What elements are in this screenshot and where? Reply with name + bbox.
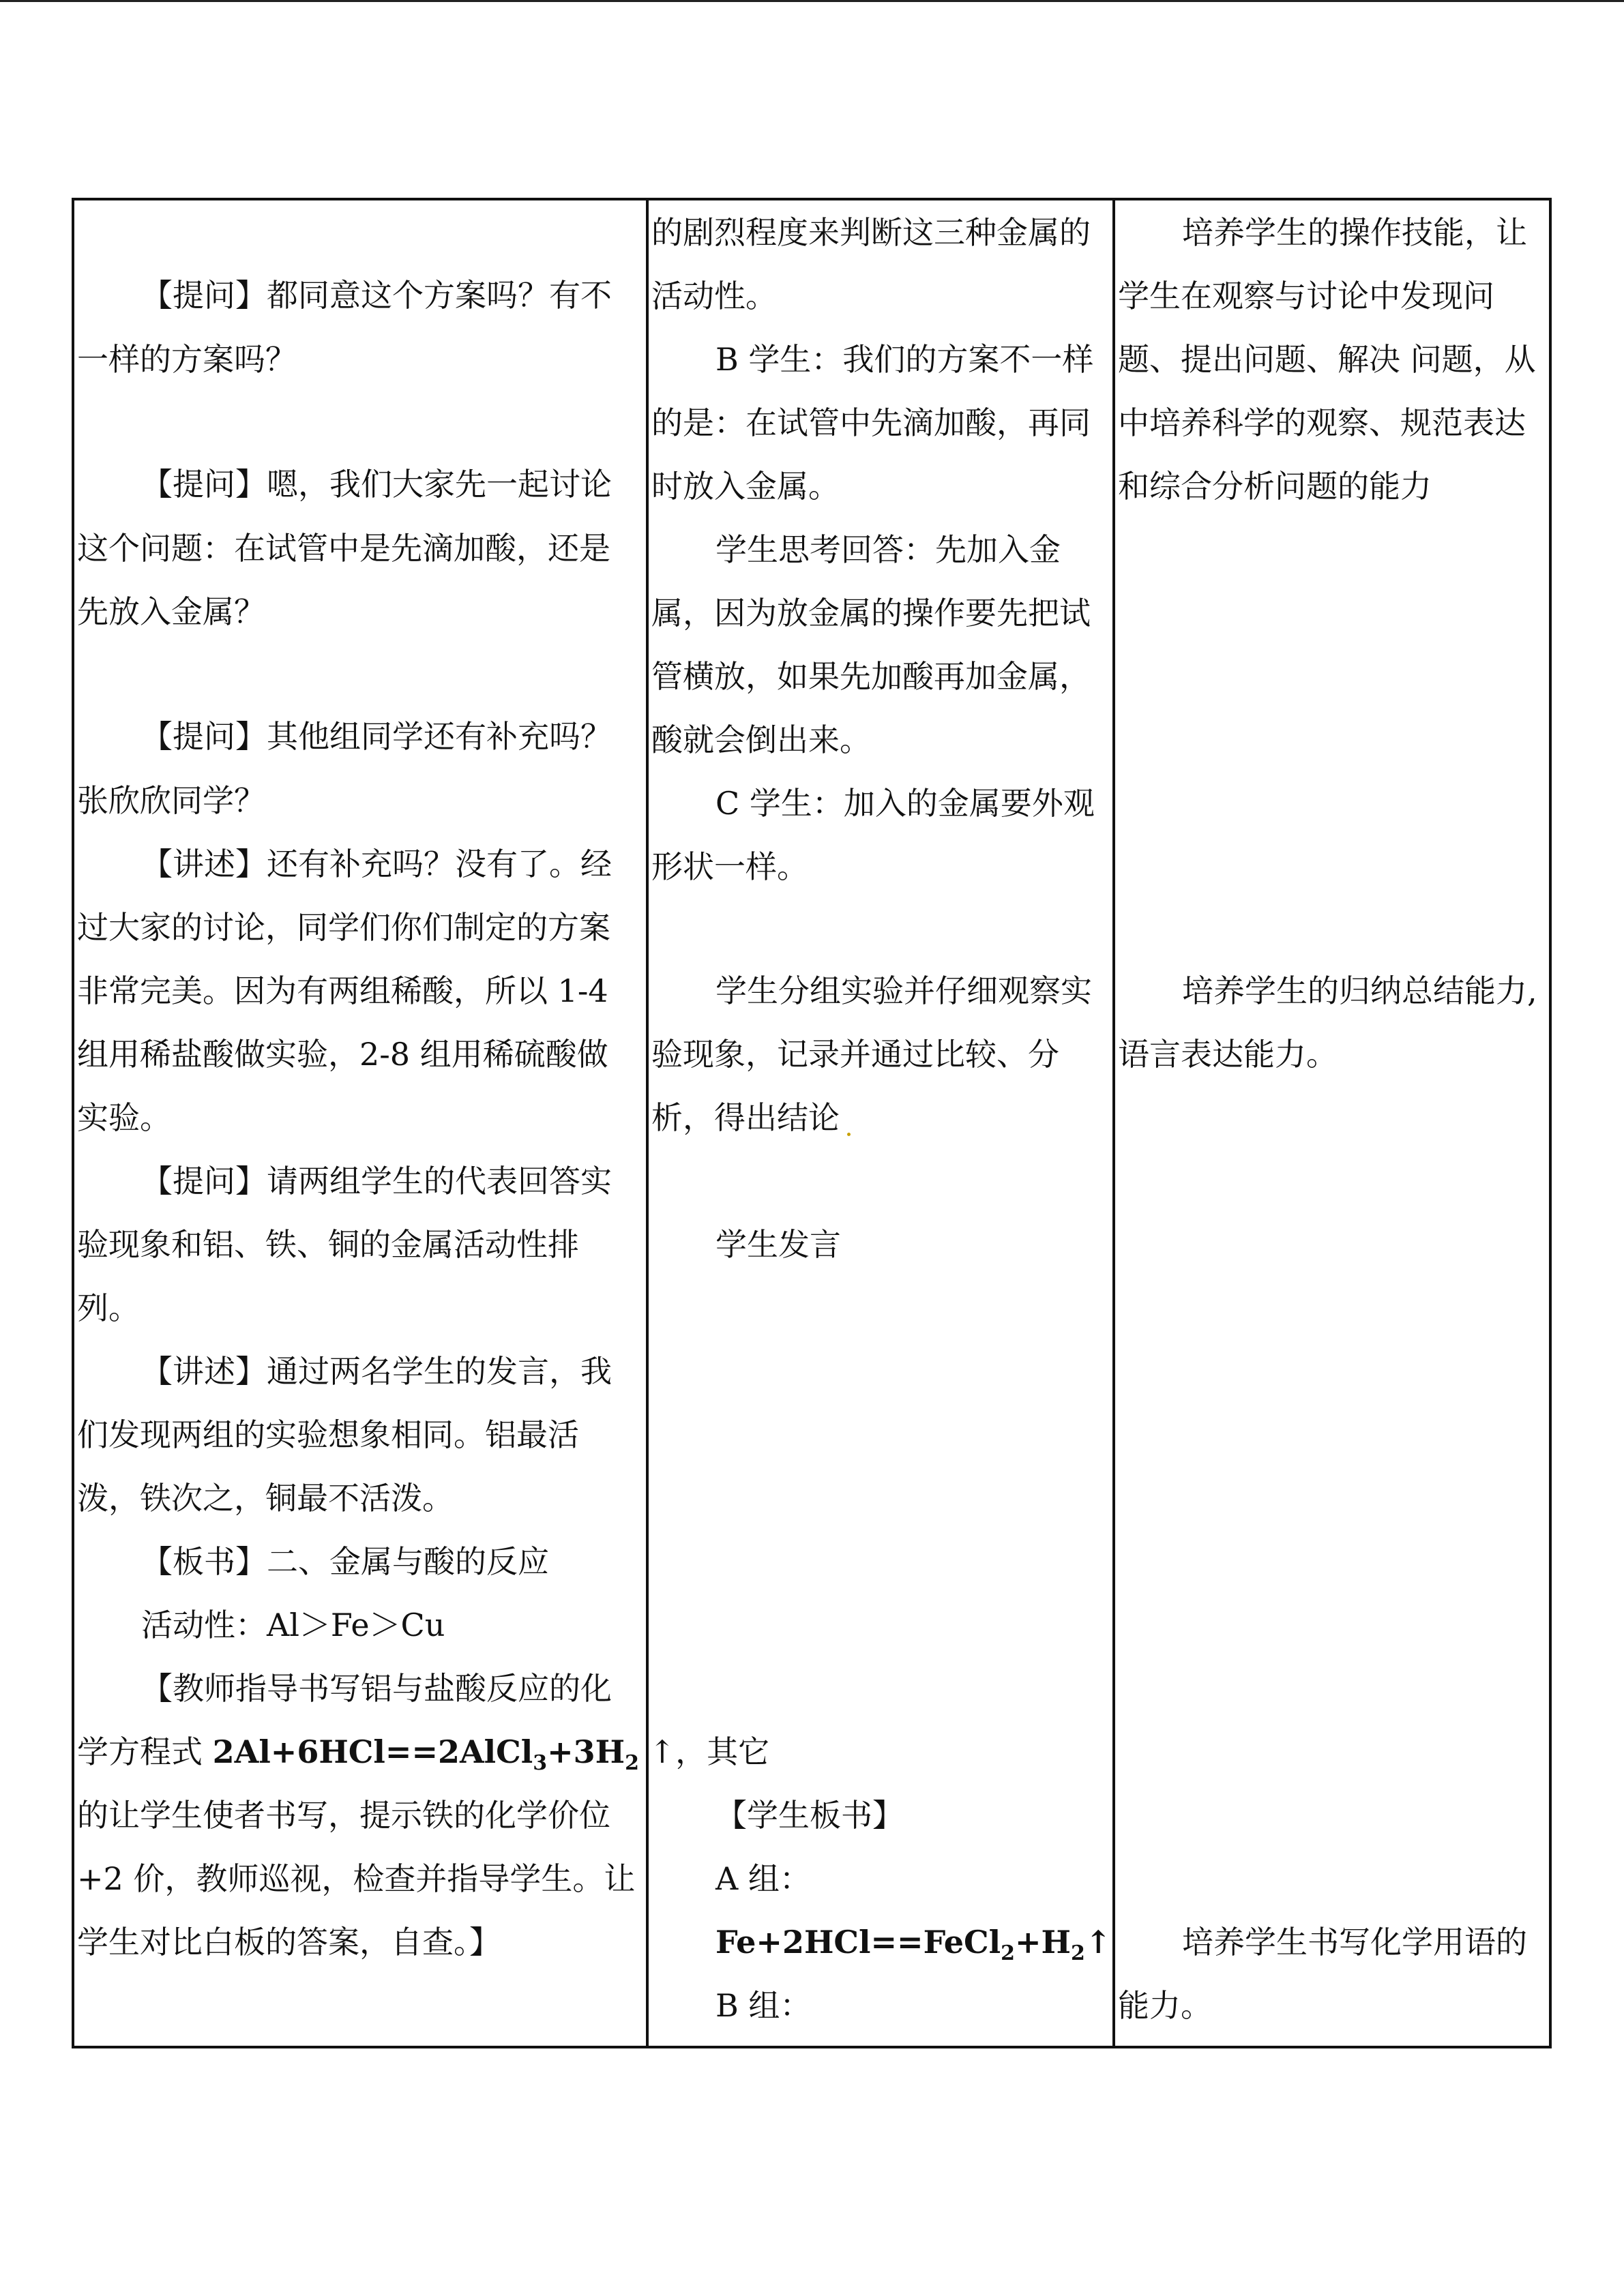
text-line: 【学生板书】 — [715, 1797, 904, 1834]
subscript: 3 — [533, 1751, 548, 1775]
text-line: 学生分组实验并仔细观察实 — [715, 972, 1092, 1009]
text-line: 语言表达能力。 — [1118, 1036, 1338, 1073]
student-activity-column — [649, 200, 1115, 2046]
text-line: 组用稀盐酸做实验，2-8 组用稀硫酸做 — [77, 1036, 608, 1073]
text-line: 中培养科学的观察、规范表达 — [1118, 404, 1526, 441]
design-intent-column — [1115, 200, 1549, 2046]
text-line: 的让学生使者书写，提示铁的化学价位 — [77, 1797, 610, 1834]
subscript: 2 — [1001, 1941, 1015, 1965]
text-line: B 组： — [715, 1987, 812, 2024]
text-line: 这个问题：在试管中是先滴加酸，还是 — [77, 530, 610, 567]
text-line: 【板书】二、金属与酸的反应 — [141, 1543, 549, 1580]
text-line: 过大家的讨论，同学们你们制定的方案 — [77, 909, 610, 946]
text-line: 【教师指导书写铝与盐酸反应的化 — [141, 1670, 612, 1707]
text-line: 的是：在试管中先滴加酸，再同 — [651, 404, 1091, 441]
text-line: 培养学生的归纳总结能力, — [1182, 972, 1537, 1009]
subscript: 2 — [625, 1751, 640, 1775]
text-line: 们发现两组的实验想象相同。铝最活 — [77, 1416, 579, 1453]
text-line: 先放入金属？ — [77, 593, 265, 630]
stray-mark — [847, 1133, 851, 1136]
text-line: 属，因为放金属的操作要先把试 — [651, 595, 1091, 631]
text-line: A 组： — [715, 1860, 811, 1897]
lesson-plan-table — [72, 198, 1552, 2048]
text-line: 【提问】请两组学生的代表回答实 — [141, 1163, 612, 1199]
text-line: 张欣欣同学？ — [77, 782, 265, 819]
text-line: 非常完美。因为有两组稀酸，所以 1-4 — [77, 972, 608, 1009]
text-line: C 学生：加入的金属要外观 — [715, 785, 1095, 822]
equation-part: +3H — [547, 1733, 625, 1770]
text-line: 题、提出问题、解决 问题，从 — [1118, 341, 1536, 378]
text-line: 形状一样。 — [651, 848, 808, 885]
text-line: 一样的方案吗？ — [77, 341, 297, 378]
chemical-equation-line — [715, 1922, 1111, 1974]
equation-arrow: ↑ — [1084, 1924, 1112, 1960]
text-line: 活动性：Al＞Fe＞Cu — [141, 1607, 445, 1643]
text-line: 【提问】嗯，我们大家先一起讨论 — [141, 466, 612, 503]
text-line: 管横放，如果先加酸再加金属， — [651, 658, 1091, 695]
text-line: 和综合分析问题的能力 — [1118, 468, 1432, 505]
text-line: 泼，铁次之，铜最不活泼。 — [77, 1480, 454, 1517]
text-line: 学生对比白板的答案，自查。】 — [77, 1924, 501, 1960]
text-line: 学生思考回答：先加入金 — [715, 531, 1061, 568]
equation-part: +H — [1014, 1924, 1071, 1960]
text-line: 【提问】其他组同学还有补充吗？ — [141, 718, 612, 755]
text-line: B 学生：我们的方案不一样 — [715, 341, 1094, 378]
text-line: 学生发言 — [715, 1226, 841, 1263]
equation-prefix: 学方程式 — [77, 1733, 213, 1770]
text-line: 【提问】都同意这个方案吗？有不 — [141, 277, 612, 314]
text-line: 培养学生书写化学用语的 — [1182, 1924, 1527, 1960]
text-line: 培养学生的操作技能，让 — [1182, 214, 1527, 251]
equation-part: 2Al+6HCl==2AlCl — [212, 1733, 533, 1770]
text-line: 学生在观察与讨论中发现问 — [1118, 278, 1494, 314]
text-line: 【讲述】通过两名学生的发言，我 — [141, 1353, 612, 1390]
text-line: 【讲述】还有补充吗？没有了。经 — [141, 846, 612, 882]
text-line: 活动性。 — [651, 278, 777, 314]
text-line: 时放入金属。 — [651, 468, 840, 505]
text-line: +2 价，教师巡视，检查并指导学生。让 — [77, 1860, 636, 1897]
equation-part: Fe+2HCl==FeCl — [715, 1924, 1001, 1960]
text-line: 的剧烈程度来判断这三种金属的 — [651, 214, 1091, 251]
text-line: 实验。 — [77, 1099, 171, 1136]
text-line: 酸就会倒出来。 — [651, 721, 871, 758]
text-line: 列。 — [77, 1289, 140, 1326]
text-line: 验现象和铝、铁、铜的金属活动性排 — [77, 1226, 579, 1263]
page-top-rule — [0, 0, 1624, 2]
text-line: 验现象，记录并通过比较、分 — [651, 1036, 1059, 1073]
subscript: 2 — [1070, 1941, 1085, 1965]
text-line: 能力。 — [1118, 1987, 1212, 2024]
text-line: 析，得出结论 — [651, 1099, 840, 1136]
equation-suffix: ↑，其它 — [639, 1733, 770, 1770]
